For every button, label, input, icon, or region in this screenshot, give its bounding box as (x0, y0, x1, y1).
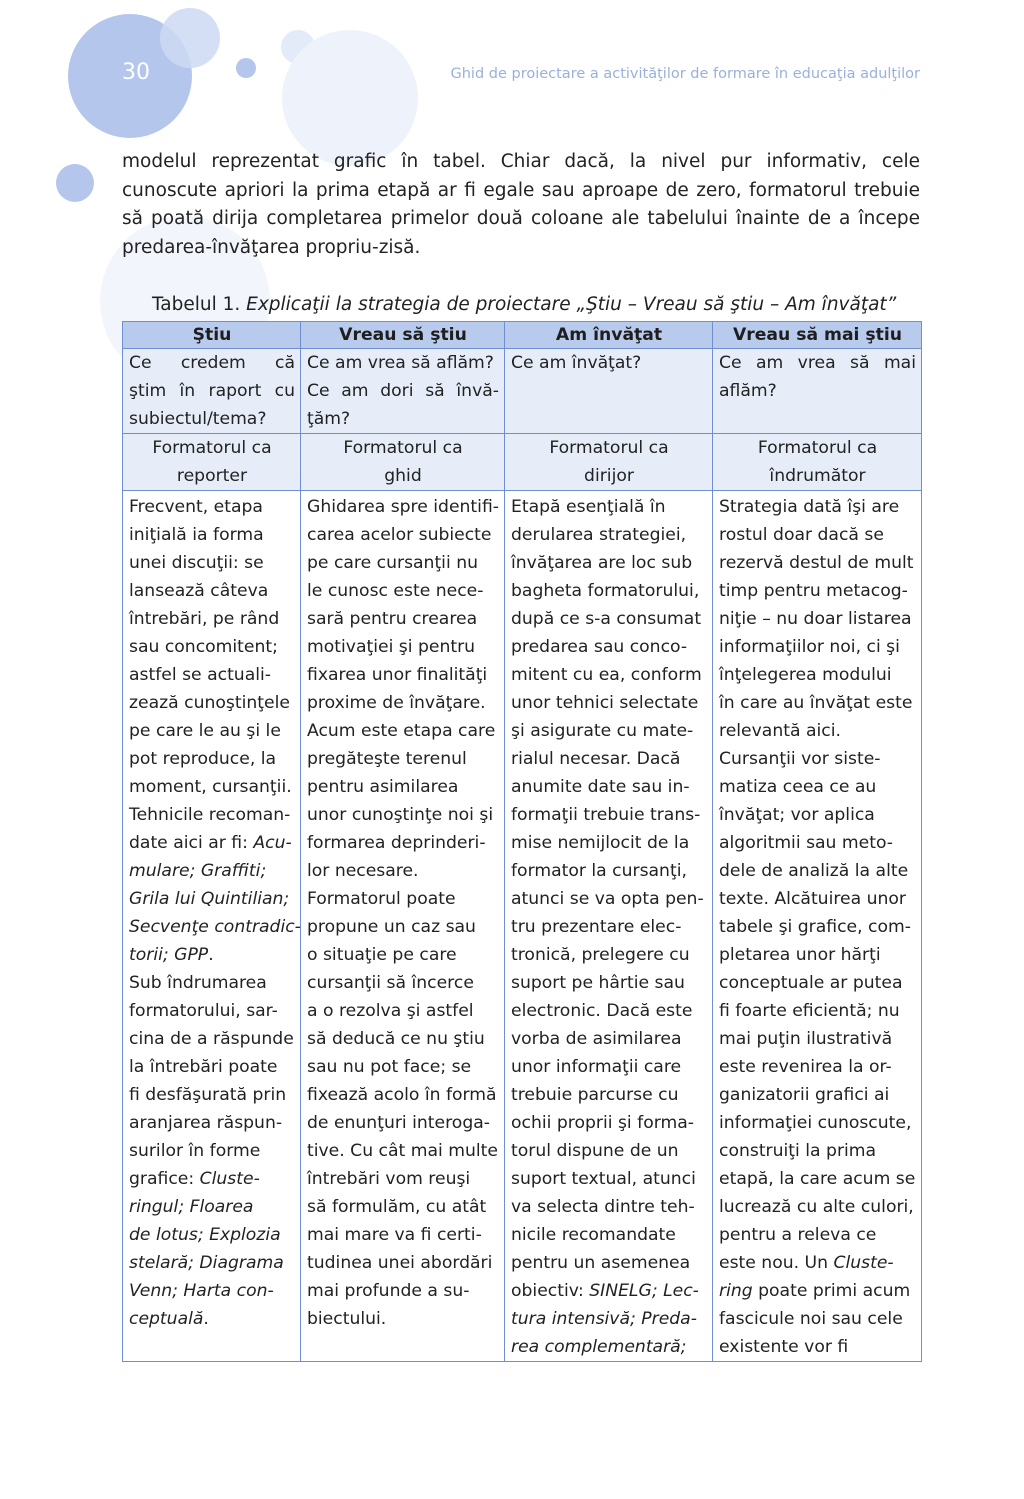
cell-line: îndrumător (769, 466, 866, 486)
text-run: bagheta formatorului, (511, 581, 700, 601)
text-run: Acum este etapa care (307, 721, 496, 741)
text-run: informaţiei cunoscute, (719, 1113, 912, 1133)
cell-line (719, 633, 916, 661)
cell-line (129, 745, 295, 773)
cell-line (307, 1249, 499, 1277)
text-run: lansează câteva (129, 581, 269, 601)
roles-row (123, 434, 922, 491)
text-run: Strategia dată îşi are (719, 497, 900, 517)
cell-line (129, 1193, 295, 1221)
detail-cell (713, 491, 922, 1362)
details-row (123, 491, 922, 1362)
text-run: pentru asimilarea (307, 777, 459, 797)
cell-line (511, 689, 707, 717)
caption-title: Explicaţii la strategia de proiectare „Ştiu – Vreau să ştiu – Am învăţat” (246, 294, 897, 315)
italic-term: Secvenţe contradic- (129, 917, 301, 937)
cell-line (719, 1053, 916, 1081)
cell-line (511, 605, 707, 633)
text-run: dele de analiză la alte (719, 861, 909, 881)
italic-term: tura intensivă; Preda- (511, 1309, 697, 1329)
cell-line (719, 857, 916, 885)
cell-line (307, 493, 499, 521)
cell-line (719, 1165, 916, 1193)
cell-line (719, 577, 916, 605)
text-run: unor informaţii care (511, 1057, 682, 1077)
cell-line (307, 661, 499, 689)
text-run: cina de a răspunde (129, 1029, 294, 1049)
cell-line (719, 1221, 916, 1249)
text-run: anumite date sau in- (511, 777, 690, 797)
cell-line (719, 1081, 916, 1109)
text-run: Cursanţii vor siste- (719, 749, 881, 769)
cell-line (129, 969, 295, 997)
column-header: Ştiu (123, 322, 301, 349)
text-run: o situaţie pe care (307, 945, 457, 965)
text-run: întrebări, pe rând (129, 609, 280, 629)
text-run: lor necesare. (307, 861, 419, 881)
text-run: tabele şi grafice, com- (719, 917, 911, 937)
cell-line: dirijor (584, 466, 634, 486)
question-cell (713, 349, 922, 434)
cell-line (719, 885, 916, 913)
cell-line (307, 969, 499, 997)
text-run: nicile recomandate (511, 1225, 676, 1245)
detail-cell (123, 491, 301, 1362)
text-run: trebuie parcurse cu (511, 1085, 679, 1105)
column-header: Vreau să mai ştiu (713, 322, 922, 349)
text-run: cursanţii să încerce (307, 973, 474, 993)
text-run: poate primi acum (752, 1281, 911, 1301)
cell-line (511, 1053, 707, 1081)
cell-line (719, 521, 916, 549)
cell-line (719, 1333, 916, 1361)
cell-line (307, 1025, 499, 1053)
text-run: carea acelor subiecte (307, 525, 492, 545)
text-run: electronic. Dacă este (511, 1001, 693, 1021)
cell-line (511, 661, 707, 689)
text-run: torul dispune de un (511, 1141, 679, 1161)
role-cell (123, 434, 301, 491)
cell-line (307, 829, 499, 857)
text-run: pe care cursanţii nu (307, 553, 478, 573)
cell-line (719, 913, 916, 941)
running-header: Ghid de proiectare a activităţilor de formare în educaţia adulţilor (450, 66, 920, 82)
cell-line (511, 549, 707, 577)
decor-bubble-left (56, 164, 94, 202)
italic-term: stelară; Diagrama (129, 1253, 284, 1273)
text-run: unor cunoştinţe noi şi (307, 805, 494, 825)
text-run: Etapă esenţială în (511, 497, 666, 517)
cell-line (129, 1277, 295, 1305)
text-run: de enunţuri interoga- (307, 1113, 490, 1133)
text-run: formator la cursanţi, (511, 861, 687, 881)
text-run: biectului. (307, 1309, 387, 1329)
cell-line: Ce am vrea să mai (719, 353, 916, 373)
cell-line (129, 801, 295, 829)
text-run: . (203, 1309, 209, 1329)
text-run: unor tehnici selectate (511, 693, 699, 713)
cell-line: Ce am învăţat? (511, 353, 642, 373)
cell-line (129, 661, 295, 689)
cell-line (719, 745, 916, 773)
detail-cell (505, 491, 713, 1362)
column-header: Vreau să ştiu (301, 322, 505, 349)
cell-line (511, 745, 707, 773)
cell-line (511, 493, 707, 521)
cell-line (307, 717, 499, 745)
italic-term: rea complementară; (511, 1337, 687, 1357)
italic-term: ringul; Floarea (129, 1197, 254, 1217)
cell-line (307, 1193, 499, 1221)
cell-line (307, 941, 499, 969)
cell-line (129, 493, 295, 521)
cell-line (511, 1193, 707, 1221)
intro-paragraph: modelul reprezentat grafic în tabel. Chiar dacă, la nivel pur informativ, cele cunoscute apriori la prima etapă ar fi egale sau aproape de zero, formatorul trebuie să poată dirija completarea primelor două coloane ale tabelului înainte de a începe predarea-învăţarea propriu-zisă. (122, 151, 920, 258)
cell-line: reporter (176, 466, 248, 486)
cell-line (307, 605, 499, 633)
text-run: zează cunoştinţele (129, 693, 290, 713)
cell-line (307, 1137, 499, 1165)
text-run: să deducă ce nu ştiu (307, 1029, 485, 1049)
cell-line (719, 1249, 916, 1277)
text-run: tronică, prelegere cu (511, 945, 690, 965)
cell-line (511, 717, 707, 745)
text-run: mai profunde a su- (307, 1281, 470, 1301)
cell-line: Ce am dori să învă- (307, 381, 499, 401)
cell-line (719, 549, 916, 577)
text-run: este nou. Un (719, 1253, 834, 1273)
cell-line (719, 1025, 916, 1053)
cell-line (129, 913, 301, 941)
cell-line: Ce credem că (129, 353, 295, 373)
text-run: tive. Cu cât mai multe (307, 1141, 498, 1161)
cell-line: Formatorul ca (343, 438, 463, 458)
cell-line (129, 1109, 295, 1137)
cell-line (307, 1277, 499, 1305)
italic-term: Cluste- (833, 1253, 894, 1273)
text-run: construiţi la prima (719, 1141, 877, 1161)
questions-row (123, 349, 922, 434)
text-run: mise nemijlocit de la (511, 833, 690, 853)
text-run: grafice: (129, 1169, 200, 1189)
text-run: sară pentru crearea (307, 609, 478, 629)
text-run: pletarea unor hărţi (719, 945, 881, 965)
cell-line (511, 1249, 707, 1277)
text-run: formaţii trebuie trans- (511, 805, 701, 825)
text-run: pentru a releva ce (719, 1225, 877, 1245)
cell-line: aflăm? (719, 381, 777, 401)
cell-line (129, 633, 295, 661)
cell-line (511, 885, 707, 913)
role-cell (713, 434, 922, 491)
cell-line (307, 521, 499, 549)
cell-line (719, 661, 916, 689)
text-run: formatorului, sar- (129, 1001, 278, 1021)
text-run: Ghidarea spre identifi- (307, 497, 499, 517)
cell-line (129, 857, 295, 885)
italic-term: Acu- (253, 833, 292, 853)
cell-line (129, 1081, 295, 1109)
cell-line (719, 773, 916, 801)
cell-line (719, 997, 916, 1025)
cell-line (129, 1249, 295, 1277)
cell-line (511, 857, 707, 885)
text-run: la întrebări poate (129, 1057, 278, 1077)
text-run: obiectiv: (511, 1281, 590, 1301)
cell-line (307, 689, 499, 717)
text-run: existente vor fi (719, 1337, 849, 1357)
text-run: sau concomitent; (129, 637, 278, 657)
cell-line (511, 1221, 707, 1249)
cell-line: ştim în raport cu (129, 381, 295, 401)
text-run: mitent cu ea, conform (511, 665, 702, 685)
cell-line (511, 941, 707, 969)
cell-line (511, 997, 707, 1025)
text-run: tru prezentare elec- (511, 917, 682, 937)
text-run: ganizatorii grafici ai (719, 1085, 890, 1105)
cell-line (511, 521, 707, 549)
cell-line (511, 1333, 707, 1361)
cell-line (129, 1165, 295, 1193)
decor-bubble-top (160, 8, 220, 68)
text-run: iniţială ia forma (129, 525, 264, 545)
question-cell (505, 349, 713, 434)
text-run: etapă, la care acum se (719, 1169, 916, 1189)
kwl-table (122, 321, 922, 1362)
text-run: motivaţiei şi pentru (307, 637, 476, 657)
cell-line: ţăm? (307, 409, 351, 429)
cell-line (719, 493, 916, 521)
cell-line (129, 521, 295, 549)
cell-line (307, 1221, 499, 1249)
cell-line (129, 941, 295, 969)
cell-line (129, 717, 295, 745)
decor-bubble-dot (236, 58, 256, 78)
cell-line (719, 605, 916, 633)
cell-line (307, 1053, 499, 1081)
text-run: propune un caz sau (307, 917, 476, 937)
text-run: proxime de învăţare. (307, 693, 486, 713)
text-run: predarea sau conco- (511, 637, 688, 657)
role-cell (505, 434, 713, 491)
cell-line (307, 633, 499, 661)
cell-line (129, 577, 295, 605)
cell-line (129, 1305, 295, 1333)
cell-line (511, 1277, 707, 1305)
cell-line (307, 857, 499, 885)
cell-line (511, 1165, 707, 1193)
text-run: timp pentru metacog- (719, 581, 908, 601)
cell-line (719, 717, 916, 745)
text-run: relevantă aici. (719, 721, 841, 741)
cell-line (511, 801, 707, 829)
text-run: fi desfăşurată prin (129, 1085, 287, 1105)
cell-line (307, 1305, 499, 1333)
text-run: va selecta dintre teh- (511, 1197, 695, 1217)
cell-line (307, 997, 499, 1025)
cell-line (511, 969, 707, 997)
cell-line (129, 1025, 295, 1053)
page-number: 30 (122, 60, 150, 85)
text-run: pe care le au şi le (129, 721, 281, 741)
cell-line: ghid (384, 466, 422, 486)
text-run: întrebări vom reuşi (307, 1169, 471, 1189)
text-run: formarea deprinderi- (307, 833, 486, 853)
cell-line (307, 885, 499, 913)
cell-line (129, 773, 295, 801)
cell-line: subiectul/tema? (129, 409, 267, 429)
cell-line (307, 913, 499, 941)
cell-line (511, 1305, 707, 1333)
text-run: rostul doar dacă se (719, 525, 884, 545)
text-run: aranjarea răspun- (129, 1113, 283, 1133)
cell-line (719, 1305, 916, 1333)
cell-line (129, 1221, 295, 1249)
cell-line (511, 773, 707, 801)
text-run: şi asigurate cu mate- (511, 721, 694, 741)
italic-term: Venn; Harta con- (129, 1281, 274, 1301)
text-run: lucrează cu alte culori, (719, 1197, 914, 1217)
text-run: sau nu pot face; se (307, 1057, 472, 1077)
italic-term: ring (719, 1281, 753, 1301)
text-run: atunci se va opta pen- (511, 889, 704, 909)
text-run: matiza ceea ce au (719, 777, 877, 797)
cell-line (719, 829, 916, 857)
text-run: este revenirea la or- (719, 1057, 892, 1077)
text-run: mai puţin ilustrativă (719, 1029, 893, 1049)
question-cell (301, 349, 505, 434)
cell-line: Formatorul ca (152, 438, 272, 458)
cell-line (719, 1277, 916, 1305)
text-run: texte. Alcătuirea unor (719, 889, 906, 909)
text-run: fixarea unor finalităţi (307, 665, 488, 685)
text-run: ochii proprii şi forma- (511, 1113, 694, 1133)
question-cell (123, 349, 301, 434)
cell-line (129, 885, 295, 913)
column-header: Am învăţat (505, 322, 713, 349)
cell-line (129, 829, 295, 857)
text-run: pentru un asemenea (511, 1253, 691, 1273)
text-run: conceptuale ar putea (719, 973, 903, 993)
text-run: algoritmii sau meto- (719, 833, 894, 853)
caption-label: Tabelul 1. (152, 294, 247, 315)
cell-line (307, 745, 499, 773)
text-run: fi foarte eficientă; nu (719, 1001, 900, 1021)
cell-line (511, 829, 707, 857)
text-run: fascicule noi sau cele (719, 1309, 903, 1329)
cell-line (719, 801, 916, 829)
cell-line (307, 1109, 499, 1137)
text-run: suport pe hârtie sau (511, 973, 685, 993)
cell-line (129, 997, 295, 1025)
italic-term: de lotus; Explozia (129, 1225, 281, 1245)
text-run: . (208, 945, 214, 965)
cell-line (511, 1025, 707, 1053)
text-run: pot reproduce, la (129, 749, 277, 769)
cell-line (511, 577, 707, 605)
cell-line (129, 689, 295, 717)
text-run: în care au învăţat este (719, 693, 913, 713)
cell-line (719, 1109, 916, 1137)
text-run: informaţiilor noi, ci şi (719, 637, 900, 657)
text-run: Tehnicile recoman- (129, 805, 291, 825)
text-run: fixează acolo în formă (307, 1085, 497, 1105)
cell-line (129, 1137, 295, 1165)
text-run: suport textual, atunci (511, 1169, 696, 1189)
cell-line (719, 969, 916, 997)
text-run: vorba de asimilarea (511, 1029, 682, 1049)
role-cell (301, 434, 505, 491)
detail-cell (301, 491, 505, 1362)
cell-line (511, 633, 707, 661)
text-run: după ce s-a consumat (511, 609, 702, 629)
text-run: unei discuţii: se (129, 553, 264, 573)
cell-line (307, 801, 499, 829)
text-run: Formatorul poate (307, 889, 456, 909)
cell-line (719, 1137, 916, 1165)
text-run: surilor în forme (129, 1141, 261, 1161)
cell-line: Formatorul ca (549, 438, 669, 458)
italic-term: SINELG; Lec- (589, 1281, 699, 1301)
text-run: astfel se actuali- (129, 665, 271, 685)
text-run: pregăteşte terenul (307, 749, 467, 769)
cell-line (719, 941, 916, 969)
table-header-row (123, 322, 922, 349)
text-run: să formulăm, cu atât (307, 1197, 487, 1217)
italic-term: mulare; Graffiti; (129, 861, 267, 881)
cell-line (129, 605, 295, 633)
cell-line (307, 577, 499, 605)
text-run: moment, cursanţii. (129, 777, 292, 797)
cell-line: Formatorul ca (757, 438, 878, 458)
cell-line (307, 1081, 499, 1109)
italic-term: Grila lui Quintilian; (129, 889, 290, 909)
italic-term: torii; GPP (129, 945, 209, 965)
cell-line (307, 549, 499, 577)
cell-line (307, 1165, 499, 1193)
cell-line (511, 1137, 707, 1165)
text-run: date aici ar fi: (129, 833, 254, 853)
cell-line (129, 1053, 295, 1081)
text-run: Sub îndrumarea (129, 973, 267, 993)
text-run: niţie – nu doar listarea (719, 609, 912, 629)
cell-line (719, 689, 916, 717)
decor-bubble-halo (282, 30, 418, 166)
text-run: Frecvent, etapa (129, 497, 263, 517)
text-run: le cunosc este nece- (307, 581, 484, 601)
italic-term: Cluste- (199, 1169, 260, 1189)
cell-line (511, 913, 707, 941)
cell-line: Ce am vrea să aflăm? (307, 353, 494, 373)
text-run: înţelegerea modului (719, 665, 892, 685)
text-run: rialul necesar. Dacă (511, 749, 681, 769)
cell-line (511, 1109, 707, 1137)
text-run: tudinea unei abordări (307, 1253, 493, 1273)
text-run: învăţat; vor aplica (719, 805, 875, 825)
text-run: derularea strategiei, (511, 525, 687, 545)
cell-line (307, 773, 499, 801)
cell-line (129, 549, 295, 577)
italic-term: ceptuală (129, 1309, 204, 1329)
table-caption (152, 291, 922, 319)
text-run: învăţarea are loc sub (511, 553, 693, 573)
cell-line (511, 1081, 707, 1109)
text-run: a o rezolva şi astfel (307, 1001, 474, 1021)
text-run: rezervă destul de mult (719, 553, 914, 573)
text-run: mai mare va fi certi- (307, 1225, 482, 1245)
cell-line (719, 1193, 916, 1221)
